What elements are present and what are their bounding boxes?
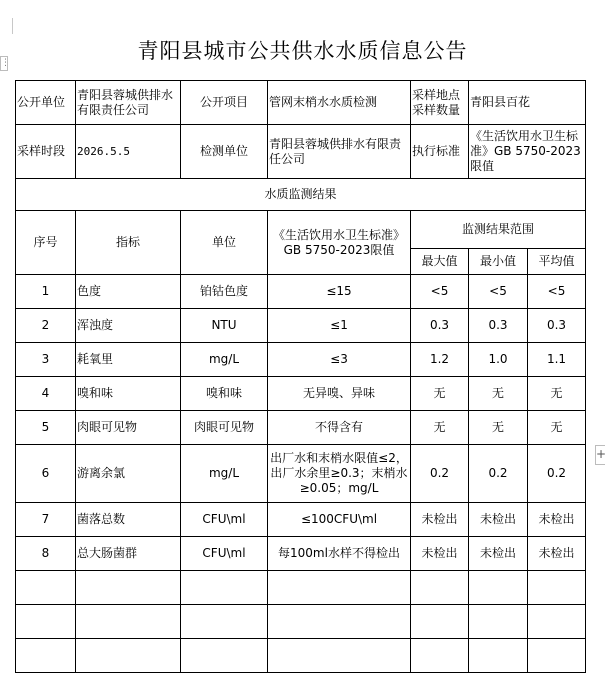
- empty-cell: [469, 639, 528, 673]
- empty-cell: [469, 571, 528, 605]
- empty-cell: [181, 605, 268, 639]
- empty-row: [16, 571, 586, 605]
- row-min: 未检出: [469, 537, 528, 571]
- empty-cell: [16, 605, 76, 639]
- empty-cell: [16, 571, 76, 605]
- row-indicator: 总大肠菌群: [76, 537, 181, 571]
- empty-cell: [268, 571, 411, 605]
- empty-cell: [268, 639, 411, 673]
- row-unit: 肉眼可见物: [181, 411, 268, 445]
- row-max: 未检出: [411, 537, 469, 571]
- row-indicator: 色度: [76, 275, 181, 309]
- empty-cell: [469, 605, 528, 639]
- row-indicator: 耗氧里: [76, 343, 181, 377]
- table-row: [16, 445, 586, 503]
- table-row: [16, 503, 586, 537]
- row-avg: 0.2: [528, 445, 586, 503]
- row-seq: 5: [16, 411, 76, 445]
- header-row-1: [16, 211, 586, 249]
- table-row: [16, 309, 586, 343]
- empty-cell: [76, 571, 181, 605]
- info-row-1: [16, 81, 586, 125]
- standard-label: 执行标准: [411, 125, 469, 179]
- row-unit: CFU\ml: [181, 503, 268, 537]
- row-limit: 每100ml水样不得检出: [268, 537, 411, 571]
- public-unit-label: 公开单位: [16, 81, 76, 125]
- row-indicator: 嗅和味: [76, 377, 181, 411]
- row-limit: 不得含有: [268, 411, 411, 445]
- row-min: 1.0: [469, 343, 528, 377]
- row-avg: 未检出: [528, 503, 586, 537]
- row-indicator: 浑浊度: [76, 309, 181, 343]
- row-limit: ≤15: [268, 275, 411, 309]
- row-max: 0.3: [411, 309, 469, 343]
- results-heading: 水质监测结果: [16, 179, 586, 211]
- row-limit: 无异嗅、异味: [268, 377, 411, 411]
- row-avg: 无: [528, 377, 586, 411]
- row-avg: 未检出: [528, 537, 586, 571]
- sampling-site-value: 青阳县百花: [469, 81, 586, 125]
- row-seq: 7: [16, 503, 76, 537]
- info-row-2: [16, 125, 586, 179]
- public-item-label: 公开项目: [181, 81, 268, 125]
- header-indicator: 指标: [76, 211, 181, 275]
- row-min: <5: [469, 275, 528, 309]
- row-max: <5: [411, 275, 469, 309]
- header-seq: 序号: [16, 211, 76, 275]
- water-quality-table: [15, 80, 586, 673]
- row-max: 0.2: [411, 445, 469, 503]
- row-limit: ≤100CFU\ml: [268, 503, 411, 537]
- row-seq: 3: [16, 343, 76, 377]
- table-row: [16, 275, 586, 309]
- row-seq: 1: [16, 275, 76, 309]
- row-unit: NTU: [181, 309, 268, 343]
- header-max: 最大值: [411, 249, 469, 275]
- table-row: [16, 343, 586, 377]
- header-avg: 平均值: [528, 249, 586, 275]
- empty-cell: [528, 639, 586, 673]
- row-max: 无: [411, 411, 469, 445]
- empty-cell: [181, 639, 268, 673]
- crop-mark: [12, 18, 13, 34]
- empty-row: [16, 605, 586, 639]
- row-avg: 无: [528, 411, 586, 445]
- row-min: 无: [469, 411, 528, 445]
- add-column-icon[interactable]: +: [595, 445, 605, 465]
- empty-cell: [528, 571, 586, 605]
- row-max: 无: [411, 377, 469, 411]
- empty-cell: [76, 639, 181, 673]
- row-limit: ≤3: [268, 343, 411, 377]
- row-min: 无: [469, 377, 528, 411]
- header-unit: 单位: [181, 211, 268, 275]
- empty-cell: [528, 605, 586, 639]
- sampling-site-label: 采样地点采样数量: [411, 81, 469, 125]
- public-unit-value: 青阳县蓉城供排水有限责任公司: [76, 81, 181, 125]
- row-max: 1.2: [411, 343, 469, 377]
- row-seq: 4: [16, 377, 76, 411]
- empty-cell: [16, 639, 76, 673]
- test-unit-value: 青阳县蓉城供排水有限责任公司: [268, 125, 411, 179]
- row-unit: mg/L: [181, 343, 268, 377]
- empty-cell: [411, 605, 469, 639]
- row-avg: <5: [528, 275, 586, 309]
- empty-row: [16, 639, 586, 673]
- table-move-handle-icon[interactable]: ⋮: [0, 56, 8, 71]
- row-limit: ≤1: [268, 309, 411, 343]
- row-avg: 0.3: [528, 309, 586, 343]
- empty-cell: [411, 639, 469, 673]
- row-indicator: 肉眼可见物: [76, 411, 181, 445]
- row-seq: 6: [16, 445, 76, 503]
- sampling-time-label: 采样时段: [16, 125, 76, 179]
- empty-cell: [76, 605, 181, 639]
- row-avg: 1.1: [528, 343, 586, 377]
- row-unit: 铂钴色度: [181, 275, 268, 309]
- row-limit: 出厂水和末梢水限值≤2，出厂水余里≥0.3；末梢水≥0.05；mg/L: [268, 445, 411, 503]
- row-min: 0.2: [469, 445, 528, 503]
- public-item-value: 管网末梢水水质检测: [268, 81, 411, 125]
- row-seq: 8: [16, 537, 76, 571]
- table-row: [16, 537, 586, 571]
- document-title: 青阳县城市公共供水水质信息公告: [137, 39, 468, 63]
- row-unit: mg/L: [181, 445, 268, 503]
- table-row: [16, 411, 586, 445]
- row-unit: 嗅和味: [181, 377, 268, 411]
- row-min: 未检出: [469, 503, 528, 537]
- results-heading-row: [16, 179, 586, 211]
- empty-cell: [181, 571, 268, 605]
- header-range: 监测结果范围: [411, 211, 586, 249]
- row-indicator: 游离余氯: [76, 445, 181, 503]
- standard-value: 《生活饮用水卫生标准》GB 5750-2023限值: [469, 125, 586, 179]
- header-limit: 《生活饮用水卫生标准》GB 5750-2023限值: [268, 211, 411, 275]
- row-max: 未检出: [411, 503, 469, 537]
- row-indicator: 菌落总数: [76, 503, 181, 537]
- empty-cell: [268, 605, 411, 639]
- empty-cell: [411, 571, 469, 605]
- row-min: 0.3: [469, 309, 528, 343]
- test-unit-label: 检测单位: [181, 125, 268, 179]
- row-unit: CFU\ml: [181, 537, 268, 571]
- table-row: [16, 377, 586, 411]
- row-seq: 2: [16, 309, 76, 343]
- sampling-time-value: 2026.5.5: [76, 125, 181, 179]
- header-min: 最小值: [469, 249, 528, 275]
